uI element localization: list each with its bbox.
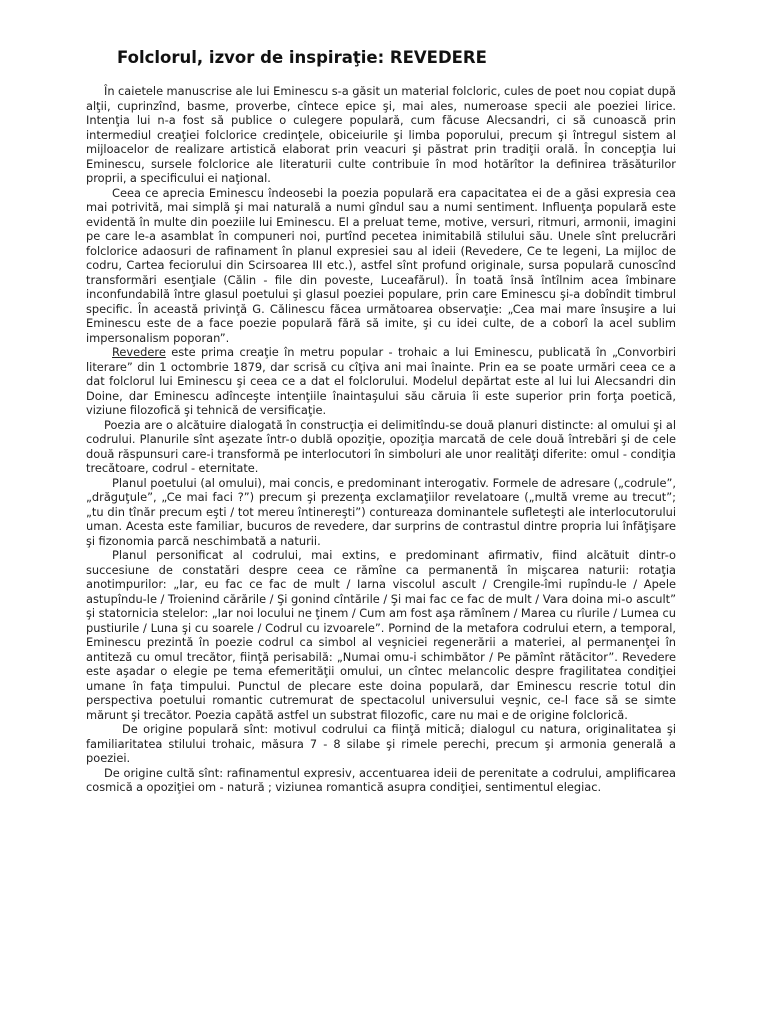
- paragraph-poet-plane: Planul poetului (al omului), mai concis, e predominant interogativ. Formele de adresare („codrule”, „drăguţule”, „Ce mai faci ?”) precum şi prezenţa exclamaţiilor revelatoare („multă vreme au trecut”; „tu din tînăr precum eşti / tot mereu întinereşti”) contureaza dominantele sufleteşti ale interlocutorului uman. Acesta este familiar, bucuros de revedere, dar surprins de contrastul dintre propria lui înfăţişare şi fizonomia parcă neschimbată a naturii.: [86, 475, 676, 548]
- underlined-title-word: Revedere: [112, 345, 166, 359]
- document-body: [86, 84, 676, 795]
- paragraph-forest-plane: Planul personificat al codrului, mai extins, e predominant afirmativ, fiind alcătuit dintr-o succesiune de constatări despre ceea ce rămîne ca permanentă în mişcarea naturii: rotaţia anotimpurilor: „Iar, eu fac ce fac de mult / Iarna viscolul ascult / Crengile-îmi rupîndu-le / Apele astupîndu-le / Troienind cărările / Şi gonind cîntările / Şi mai fac ce fac de mult / Vara doina mi-o ascult” şi statornicia stelelor: „Iar noi locului ne ţinem / Cum am fost aşa rămînem / Marea cu rîurile / Lumea cu pustiurile / Luna şi cu soarele / Codrul cu izvoarele”. Pornind de la metafora codrului etern, a temporal, Eminescu prezintă în poezie codrul ca simbol al veşniciei regenerării a materiei, al permanenţei în antiteză cu omul trecător, fiinţă perisabilă: „Numai omu-i schimbător / Pe pămînt rătăcitor”. Revedere este aşadar o elegie pe tema efemerităţii omului, un cîntec melancolic despre fragilitatea condiţiei umane în faţa timpului. Punctul de plecare este doina populară, dar Eminescu rescrie totul din perspectiva poetului romantic cutremurat de spectacolul universului veşnic, ce-l face să se simte mărunt şi trecător. Poezia capătă astfel un substrat filozofic, care nu mai e de origine folclorică.: [86, 548, 676, 722]
- paragraph-dialogue-structure: Poezia are o alcătuire dialogată în construcţia ei delimitîndu-se două planuri distincte: al omului şi al codrului. Planurile sînt aşezate într-o dublă opoziţie, opoziţia marcată de cele două întrebări şi de cele două răspunsuri care-i transformă pe interlocutori în simboluri ale unor realităţi diferite: omul - condiţia trecătoare, codrul - eternitate.: [86, 417, 676, 475]
- paragraph-manuscripts: În caietele manuscrise ale lui Eminescu s-a găsit un material folcloric, cules de poet nou copiat după alţii, cuprinzînd, basme, proverbe, cîntece epice şi, mai ales, numeroase specii ale poeziei lirice. Intenţia lui n-a fost să publice o culegere populară, cum făcuse Alecsandri, ci să cunoască prin intermediul creaţiei folclorice credinţele, obiceiurile şi limba poporului, precum şi întregul sistem al mijloacelor de realizare artistică elaborat prin veacuri şi păstrat prin tradiţii orală. În concepţia lui Eminescu, sursele folclorice ale literaturii culte contribuie în mod hotărîtor la definirea trăsăturilor proprii, a specificului ei naţional.: [86, 84, 676, 185]
- paragraph-revedere-intro: [86, 345, 676, 418]
- paragraph-popular-poetry: Ceea ce aprecia Eminescu îndeosebi la poezia populară era capacitatea ei de a găsi expresia cea mai potrivită, mai simplă şi mai naturală a numi gîndul sau a numi sentiment. Influenţa populară este evidentă în multe din poeziile lui Eminescu. El a preluat teme, motive, versuri, ritmuri, armonii, imagini pe care le-a asamblat în compuneri noi, purtînd pecetea inimitabilă stilului său. Unele sînt prelucrări folclorice adaosuri de rafinament în planul expresiei sau al ideii (Revedere, Ce te legeni, La mijloc de codru, Cartea feciorului din Scirsoarea III etc.), astfel sînt profund originale, sursa populară cunoscînd transformări esenţiale (Călin - file din poveste, Luceafărul). În toată însă întîlnim acea îmbinare inconfundabilă între glasul poetului şi glasul poeziei populare, prin care Eminescu şi-a dobîndit timbrul specific. În această privinţă G. Călinescu făcea următoarea observaţie: „Cea mai mare însuşire a lui Eminescu este de a face poezie populară fără să imite, şi cu idei culte, de a coborî la acel sublim impersonalism poporan”.: [86, 185, 676, 345]
- paragraph-cultured-origin: De origine cultă sînt: rafinamentul expresiv, accentuarea ideii de perenitate a codrului, amplificarea cosmică a opoziţiei om - natură ; viziunea romantică asupra condiţiei, sentimentul elegiac.: [86, 765, 676, 794]
- document-title: Folclorul, izvor de inspiraţie: REVEDERE: [117, 48, 487, 67]
- paragraph-revedere-intro-text: este prima creaţie în metru popular - trohaic a lui Eminescu, publicată în „Convorbiri literare” din 1 octombrie 1879, dar scrisă cu cîţiva ani mai înainte. Prin ea se poate urmări ceea ce a dat folclorul lui Eminescu şi ceea ce a dat el folclorului. Modelul depărtat este al lui lui Alecsandri din Doine, dar Eminescu adînceşte intenţiile înaintaşului său căruia îi este superior prin forţa poetică, viziune filozofică şi tehnică de versificaţie.: [86, 345, 676, 417]
- paragraph-popular-origin: De origine populară sînt: motivul codrului ca fiinţă mitică; dialogul cu natura, originalitatea şi familiaritatea stilului trohaic, măsura 7 - 8 silabe şi rimele perechi, precum şi armonia generală a poeziei.: [86, 722, 676, 765]
